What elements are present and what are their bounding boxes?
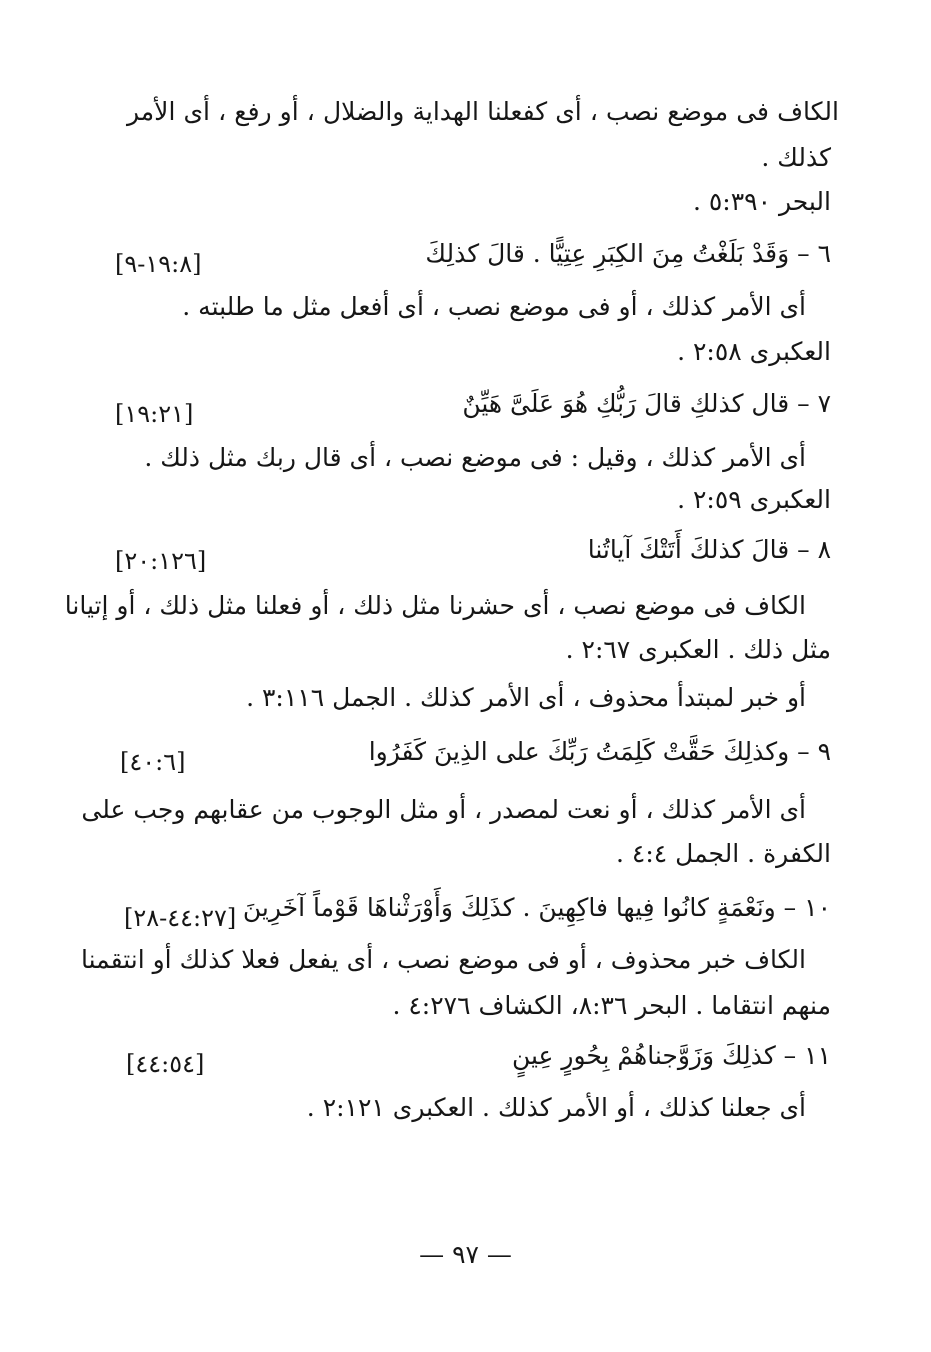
- commentary-line: أو خبر لمبتدأ محذوف ، أى الأمر كذلك . الجمل ٣:١١٦ .: [246, 683, 806, 712]
- source-citation: العكبرى ٢:٥٨ .: [677, 337, 831, 366]
- commentary-line: أى الأمر كذلك ، أو فى موضع نصب ، أى أفعل مثل ما طلبته .: [182, 292, 806, 321]
- verse-reference: [٤٤:٢٧-٢٨]: [124, 904, 237, 932]
- verse-reference: [٢٠:١٢٦]: [115, 547, 207, 575]
- source-citation: البحر ٥:٣٩٠ .: [692, 187, 831, 216]
- verse-reference: [٤٤:٥٤]: [126, 1050, 205, 1078]
- commentary-line: أى جعلنا كذلك ، أو الأمر كذلك . العكبرى ٢:١٢١ .: [306, 1093, 806, 1122]
- verse-line-10: ١٠ – ونَعْمَةٍ كانُوا فِيها فاكِهِينَ . كذَلِكَ وَأَوْرَثْناهَا قَوْماً آخَرِينَ: [242, 893, 831, 922]
- verse-reference: [٤٠:٦]: [120, 748, 186, 776]
- verse-line-9: ٩ – وكذلِكَ حَقَّتْ كَلِمَتُ رَبِّكَ على الذِينَ كَفَرُوا: [368, 737, 831, 766]
- verse-reference: [١٩:٢١]: [115, 400, 194, 428]
- source-citation: العكبرى ٢:٥٩ .: [677, 485, 831, 514]
- commentary-line: أى الأمر كذلك ، أو نعت لمصدر ، أو مثل الوجوب من عقابهم وجب على: [81, 795, 806, 824]
- verse-line-7: ٧ – قال كذلكِ قالَ رَبُّكِ هُوَ عَلَىَّ هَيِّنٌ: [462, 389, 831, 418]
- commentary-line: أى الأمر كذلك ، وقيل : فى موضع نصب ، أى قال ربك مثل ذلك .: [144, 443, 806, 472]
- commentary-line: الكاف فى موضع نصب ، أى كفعلنا الهداية والضلال ، أو رفع ، أى الأمر: [127, 97, 839, 126]
- commentary-line: منهم انتقاما . البحر ٨:٣٦، الكشاف ٤:٢٧٦ .: [392, 991, 831, 1020]
- commentary-line: الكاف فى موضع نصب ، أى حشرنا مثل ذلك ، أو فعلنا مثل ذلك ، أو إتيانا: [64, 591, 806, 620]
- commentary-line: الكفرة . الجمل ٤:٤ .: [616, 839, 831, 868]
- verse-reference: [١٩:٨-٩]: [115, 250, 202, 278]
- commentary-line: الكاف خبر محذوف ، أو فى موضع نصب ، أى يفعل فعلا كذلك أو انتقمنا: [80, 945, 806, 974]
- verse-line-6: ٦ – وَقَدْ بَلَغْتُ مِنَ الكِبَرِ عِتِيًّا . قالَ كذلِكَ: [425, 239, 831, 268]
- verse-line-11: ١١ – كذلِكَ وَزَوَّجناهُمْ بِحُورٍ عِينٍ: [511, 1041, 831, 1070]
- verse-line-8: ٨ – قالَ كذلكَ أَتَتْكَ آياتُنا: [587, 535, 831, 564]
- commentary-line: كذلك .: [761, 143, 831, 172]
- page-number: — ٩٧ —: [419, 1240, 512, 1269]
- commentary-line: مثل ذلك . العكبرى ٢:٦٧ .: [565, 635, 831, 664]
